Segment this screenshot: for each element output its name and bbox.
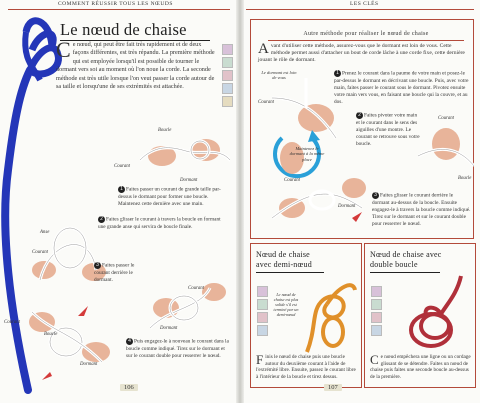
step-number: 4 — [126, 338, 133, 345]
label-dormant: Dormant — [180, 178, 198, 183]
card-demi-noeud — [250, 243, 362, 388]
page-title: Le nœud de chaise — [60, 20, 187, 39]
section-tab-icon — [371, 312, 382, 323]
label-courant-b: Courant — [438, 116, 454, 121]
section-tab-icon — [257, 286, 268, 297]
step-number: 1 — [118, 186, 125, 193]
right-page-number: 107 — [324, 384, 342, 391]
right-header-rule — [246, 9, 474, 10]
label-anse: Anse — [40, 230, 50, 235]
label-courant-c: Courant — [284, 178, 300, 183]
section-tabs — [222, 44, 234, 107]
section-tab-icon — [257, 312, 268, 323]
label-dormant-2: Dormant — [160, 326, 178, 331]
card-double-boucle-body: C e nœud empêchera une ligne ou un cordage glissant de se détendre. Faites un nœud de chaise puis faites une seconde boucle au-dessus de la première. — [370, 352, 471, 380]
label-maintenez: Maintenez le dormant à la même place — [289, 146, 325, 162]
step-1-text: 1 Faites passer un courant de grande taille par-dessus le dormant pour former une boucle. Maintenez cette dernière avec une main. — [118, 186, 221, 207]
card-double-boucle-title: Nœud de chaise avec double boucle — [370, 250, 442, 269]
label-courant-2: Courant — [32, 250, 48, 255]
label-courant: Courant — [114, 164, 130, 169]
card-quote: Le nœud de chaise est plus solide s'il est terminé par un demi-nœud — [273, 292, 299, 317]
section-tab-icon — [222, 83, 233, 94]
label-boucle: Boucle — [158, 128, 172, 133]
label-dormant-loin: Le dormant est loin de vous — [261, 70, 297, 81]
label-courant-4: Courant — [4, 320, 20, 325]
left-running-head: COMMENT RÉUSSIR TOUS LES NŒUDS — [58, 1, 173, 7]
card-demi-noeud-body: F inis le nœud de chaise puis une boucle autour du deuxième courant à l'aide de l'extrémité libre. Ensuite, passez le courant libre à l'intérieur de la boucle et tirez dessus. — [256, 352, 356, 380]
label-dormant-a: Dormant — [338, 204, 356, 209]
step-4-text: 4 Puis engagez-le à nouveau le courant dans la boucle comme indiqué. Tirez sur le dormant et sur le courant double pour resserrer le nœud. — [126, 338, 229, 359]
right-running-head: LES CLÉS — [350, 1, 379, 7]
section-tab-icon — [222, 96, 233, 107]
card-double-boucle — [364, 243, 476, 388]
method-step2-illustration — [418, 116, 474, 176]
step4-illustration — [22, 292, 122, 384]
method-dropcap: A — [258, 41, 269, 57]
subtitle-rule — [268, 40, 464, 41]
card-tabs — [371, 286, 383, 336]
label-courant-a: Courant — [258, 100, 274, 105]
step1-illustration — [140, 120, 230, 180]
intro-dropcap: C — [56, 37, 71, 62]
card-demi-noeud-title: Nœud de chaise avec demi-nœud — [256, 250, 312, 269]
left-page-number: 106 — [120, 384, 138, 391]
section-tab-icon — [222, 57, 233, 68]
label-courant-3: Courant — [188, 286, 204, 291]
left-page — [0, 0, 238, 403]
method-subtitle: Autre méthode pour réaliser le nœud de chaise — [303, 31, 429, 37]
intro-paragraph — [56, 37, 216, 91]
step-number: 3 — [372, 192, 379, 199]
section-tab-icon — [222, 44, 233, 55]
section-tab-icon — [371, 299, 382, 310]
step-number: 2 — [98, 216, 105, 223]
card-title-rule — [256, 272, 324, 273]
step-number: 1 — [334, 70, 341, 77]
method-step-1-text: 1 Prenez le courant dans la paume de votre main et posez-le par-dessus le dormant en décrivant une boucle. Puis, avec votre main, faites passer le courant sous le dormant. Pivotez ensuite votre main vers vous, en faisant une boucle qui la couvre, et au dos. — [334, 70, 469, 105]
label-boucle-a: Boucle — [458, 176, 472, 181]
label-dormant-3: Dormant — [80, 362, 98, 367]
card-tabs — [257, 286, 269, 336]
section-tab-icon — [257, 325, 268, 336]
section-tab-icon — [371, 325, 382, 336]
section-tab-icon — [371, 286, 382, 297]
red-knot-illustration — [391, 274, 475, 354]
method-step-3-text: 3 Faites glisser le courant derrière le dormant au-dessus de la boucle. Ensuite engagez-le à travers la boucle comme indiqué. Tirez sur le dormant et sur le courant double pour resserrer le nœud. — [372, 192, 471, 227]
step-number: 3 — [94, 262, 101, 269]
step-number: 2 — [356, 112, 363, 119]
label-boucle-2: Boucle — [44, 332, 58, 337]
orange-knot-illustration — [297, 276, 359, 356]
right-page — [242, 0, 480, 403]
section-tab-icon — [222, 70, 233, 81]
method-step-2-text: 2 Faites pivoter votre main et le courant dans le sens des aiguilles d'une montre. Le courant se retrouve sous votre boucle. — [356, 112, 420, 147]
method-intro: A vant d'utiliser cette méthode, assurez-vous que le dormant est loin de vous. Cette méthode permet aussi d'attacher un bout de corde lâche à une corde fixe, cette dernière jouant le rôle de dormant. — [258, 41, 465, 64]
step-2-text: 2 Faites glisser le courant à travers la boucle en formant une grande anse qui servira de boucle finale. — [98, 216, 221, 230]
step-3-text: 3 Faites passer le courant derrière le dormant. — [94, 262, 135, 283]
section-tab-icon — [257, 299, 268, 310]
intro-text: e nœud, qui peut être fait très rapidement et de deux façons différentes, est très répandu. La première méthode qui est employée lorsqu'il est possible de tourner le dormant vers soi au moment où l'on noue la corde. La seconde méthode est très utile lorsque l'on veut passer la corde autour de sa taille et lorsqu'une de ses extrémités est attachée. — [56, 41, 215, 91]
card-title-rule — [370, 272, 440, 273]
